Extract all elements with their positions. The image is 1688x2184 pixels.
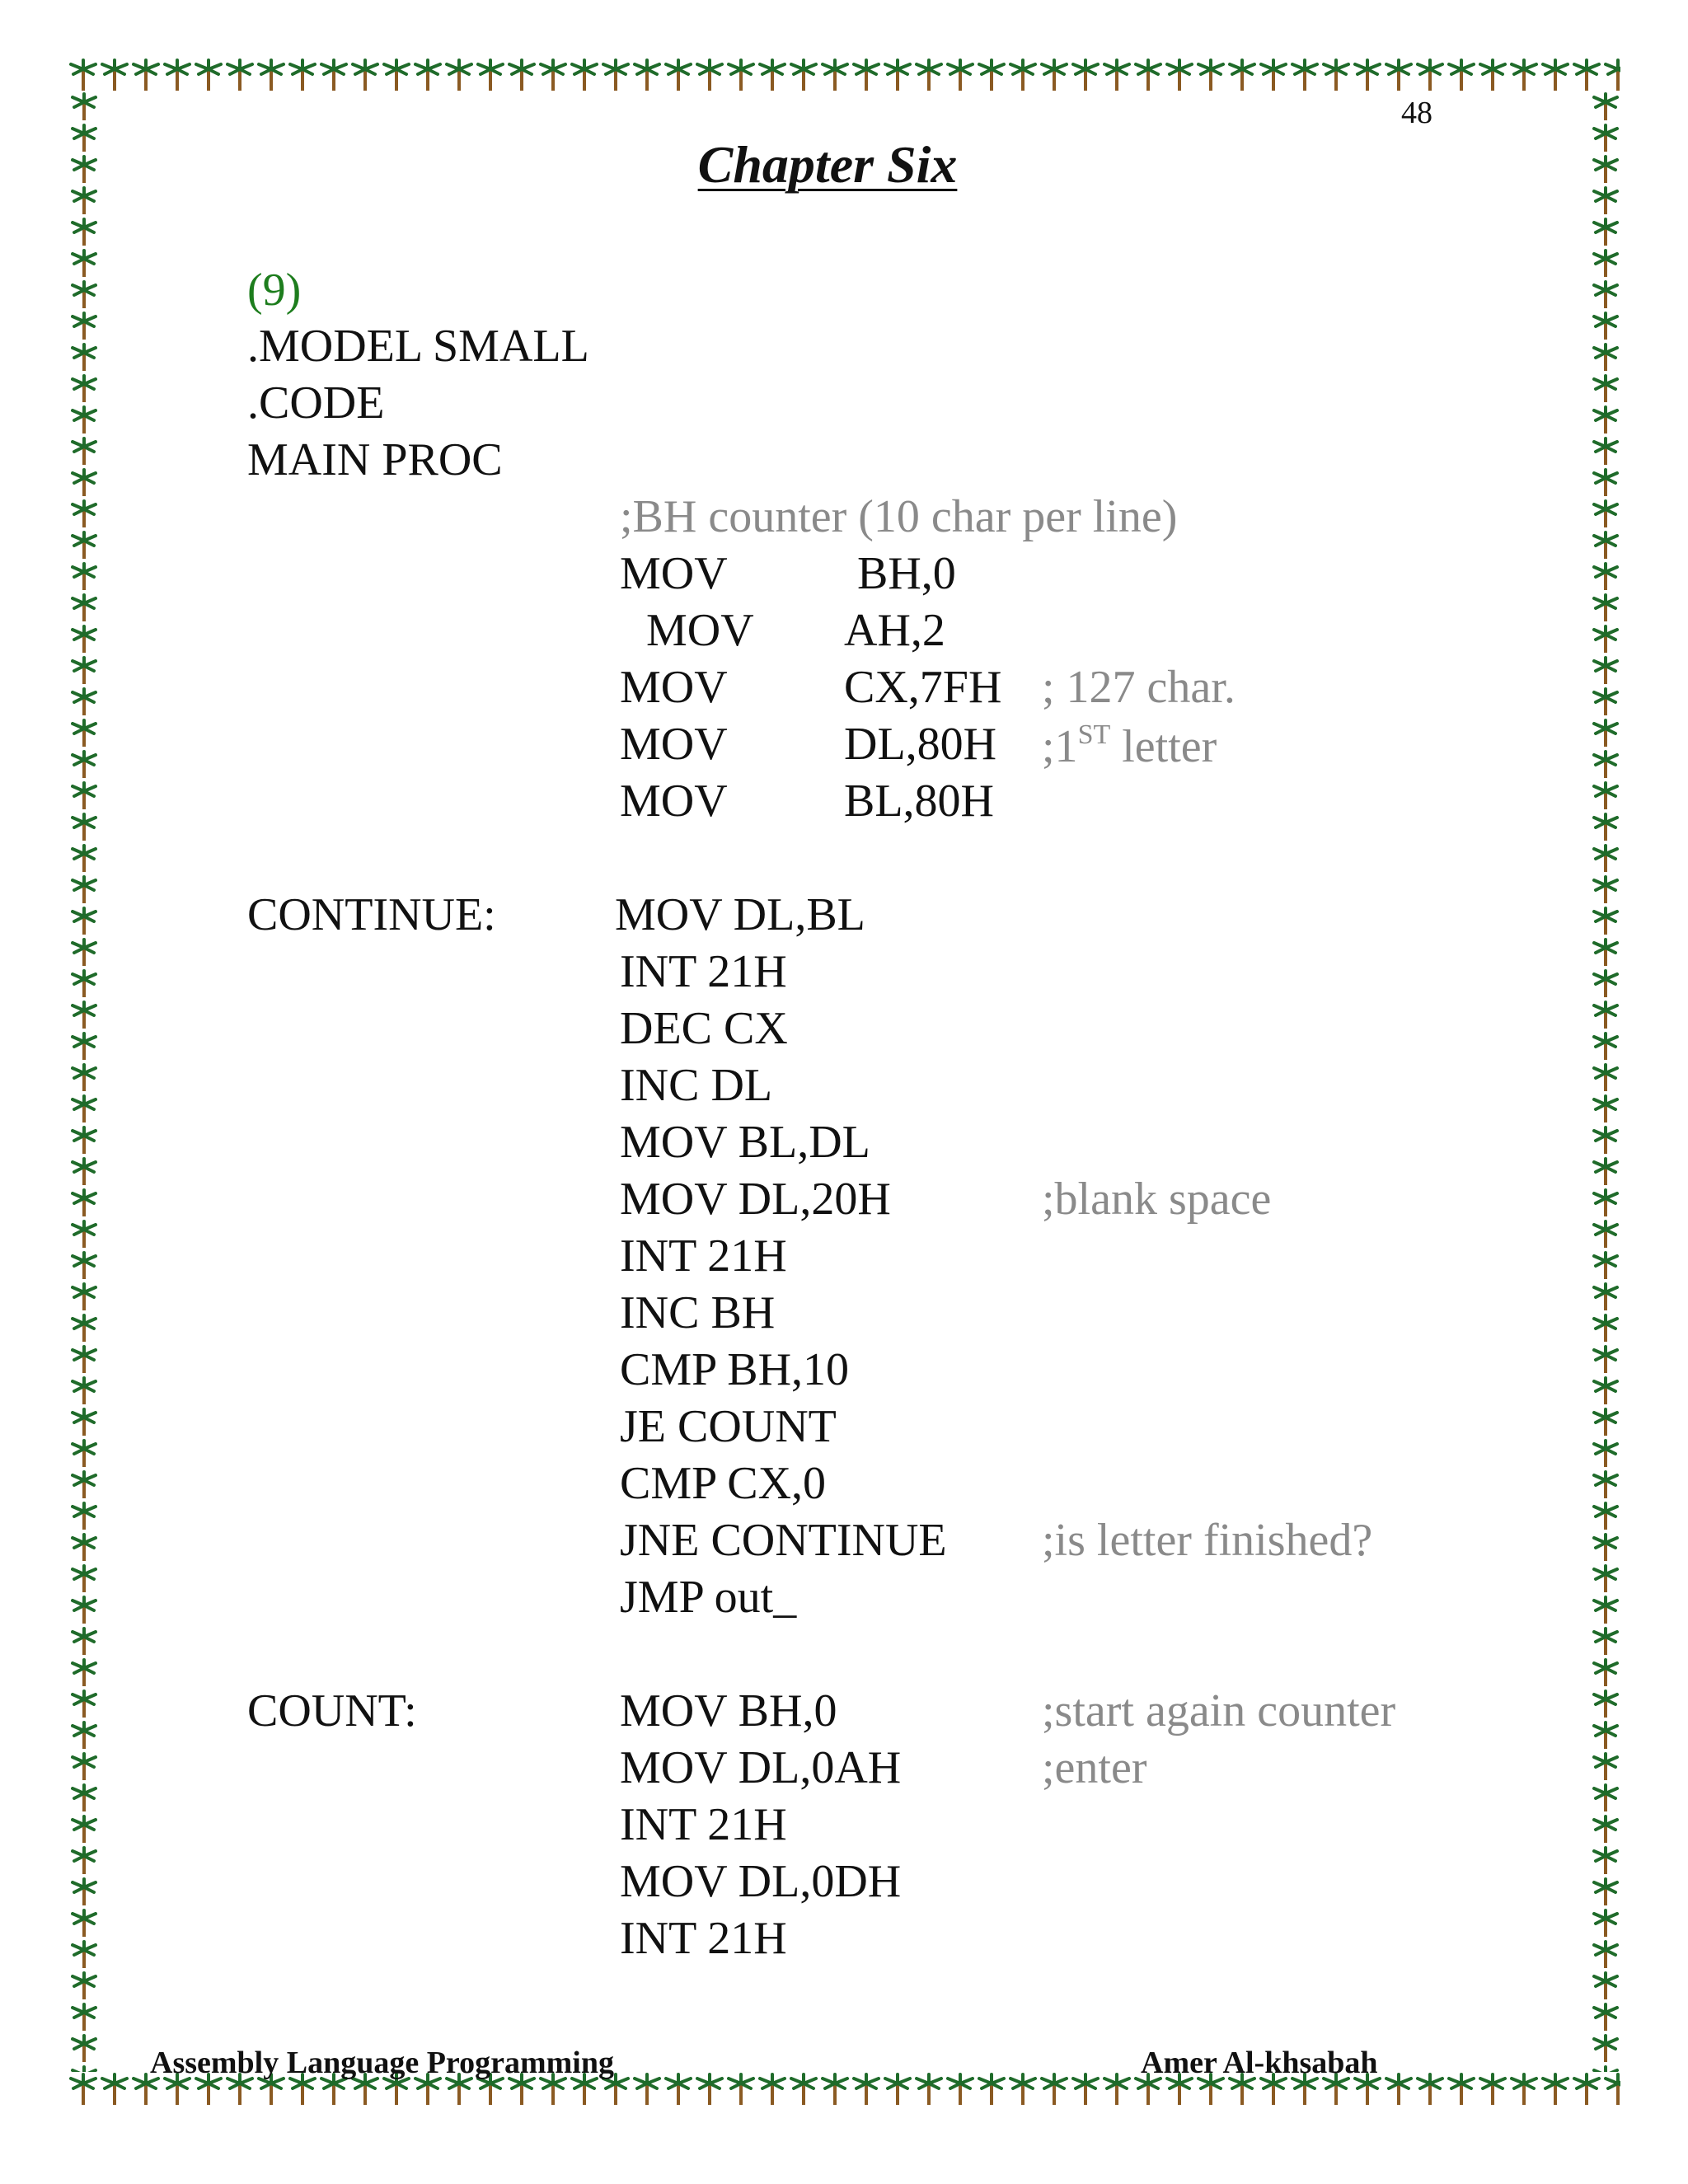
code-line: CMP CX,0 bbox=[620, 1458, 827, 1509]
footer-book-title: Assembly Language Programming bbox=[150, 2046, 614, 2080]
code-line: INT 21H bbox=[620, 1913, 787, 1964]
setup-arg: BH,0 bbox=[857, 548, 956, 599]
exercise-number: (9) bbox=[247, 265, 302, 316]
code-line: CMP BH,10 bbox=[620, 1344, 850, 1395]
comment-tail: letter bbox=[1110, 721, 1217, 772]
comment-main: ;1 bbox=[1042, 721, 1078, 772]
code-line: MOV DL,20H bbox=[620, 1174, 891, 1225]
setup-arg: CX,7FH bbox=[844, 662, 1002, 713]
chapter-title: Chapter Six bbox=[697, 135, 958, 194]
right-palm-border bbox=[1589, 91, 1622, 2072]
setup-op: MOV bbox=[646, 605, 754, 656]
page-number: 48 bbox=[1401, 96, 1432, 130]
comment-letter-finished: ;is letter finished? bbox=[1042, 1515, 1373, 1566]
code-line: INC DL bbox=[620, 1060, 773, 1111]
code-line: MOV DL,BL bbox=[615, 889, 865, 940]
label-continue: CONTINUE: bbox=[247, 889, 496, 940]
code-line: MOV DL,0AH bbox=[620, 1742, 902, 1793]
left-palm-border bbox=[68, 91, 101, 2072]
setup-arg: BL,80H bbox=[844, 776, 994, 827]
setup-comment: ;BH counter (10 char per line) bbox=[620, 491, 1178, 542]
comment-blank-space: ;blank space bbox=[1042, 1174, 1272, 1225]
code-line: INT 21H bbox=[620, 946, 787, 997]
code-line: JNE CONTINUE bbox=[620, 1515, 947, 1566]
directive-model: .MODEL SMALL bbox=[247, 321, 589, 372]
code-line: INT 21H bbox=[620, 1230, 787, 1282]
code-line: INT 21H bbox=[620, 1799, 787, 1850]
setup-op: MOV bbox=[620, 548, 728, 599]
comment-start-again: ;start again counter bbox=[1042, 1685, 1396, 1736]
comment-superscript: ST bbox=[1077, 719, 1111, 750]
code-line: MOV BH,0 bbox=[620, 1685, 837, 1736]
setup-op: MOV bbox=[620, 719, 728, 770]
footer-author: Amer Al-khsabah bbox=[1141, 2046, 1378, 2080]
code-line: MOV DL,0DH bbox=[620, 1856, 902, 1907]
code-line: JMP out_ bbox=[620, 1572, 797, 1623]
code-line: DEC CX bbox=[620, 1003, 788, 1054]
comment-enter: ;enter bbox=[1042, 1742, 1147, 1793]
directive-main-proc: MAIN PROC bbox=[247, 434, 503, 485]
label-count: COUNT: bbox=[247, 1685, 417, 1736]
code-line: JE COUNT bbox=[620, 1401, 837, 1452]
setup-comment-first-letter bbox=[1042, 721, 1217, 770]
directive-code: .CODE bbox=[247, 377, 385, 429]
code-line: INC BH bbox=[620, 1287, 776, 1338]
setup-op: MOV bbox=[620, 662, 728, 713]
setup-op: MOV bbox=[620, 776, 728, 827]
setup-arg: AH,2 bbox=[844, 605, 945, 656]
setup-comment-127: ; 127 char. bbox=[1042, 662, 1236, 713]
top-palm-border bbox=[68, 58, 1620, 94]
setup-arg: DL,80H bbox=[844, 719, 997, 770]
code-line: MOV BL,DL bbox=[620, 1117, 870, 1168]
